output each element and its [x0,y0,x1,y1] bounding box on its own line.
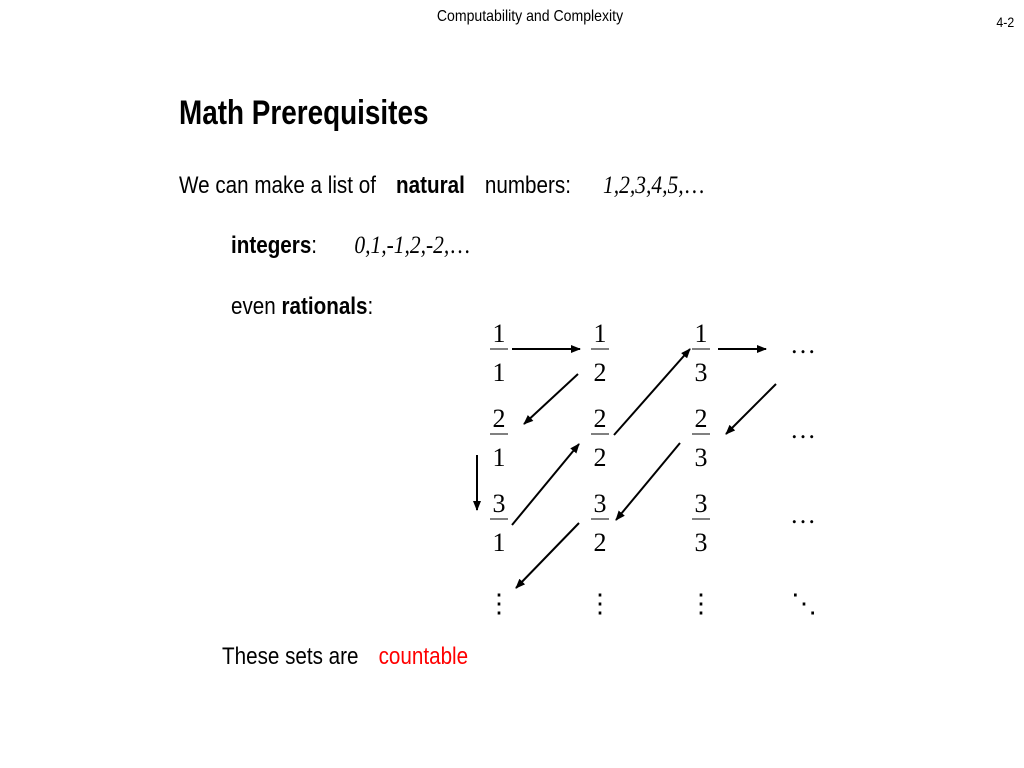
fraction-numerator: 2 [492,404,506,433]
fractions-layer [490,319,710,557]
fraction-2-3 [692,404,710,472]
fraction-numerator: 2 [593,404,607,433]
column-ellipsis: ⋮ [587,589,613,618]
fraction-denominator: 1 [492,528,506,557]
arrow-diag-down-2 [726,384,776,434]
rationals-colon: : [367,293,374,320]
fraction-numerator: 3 [492,489,506,518]
integers-ellipsis: … [449,232,471,259]
naturals-ellipsis: … [683,172,706,199]
slide-title: Math Prerequisites [179,94,429,132]
countable-highlight: countable [378,643,469,670]
header-title: Computability and Complexity [436,8,624,25]
conclusion-text: These sets are [222,643,359,670]
arrow-diag-up-1 [512,444,579,525]
arrow-diag-down-3 [616,443,680,520]
arrow-diag-up-2 [614,349,690,435]
naturals-sequence: 1,2,3,4,5, [603,172,684,199]
integers-colon: : [311,232,318,259]
fraction-1-1 [490,319,508,387]
arrow-diag-down-1 [524,374,578,424]
fraction-2-1 [490,404,508,472]
fraction-denominator: 3 [694,443,708,472]
naturals-prefix: We can make a list of [179,172,376,199]
fraction-denominator: 2 [593,443,607,472]
page-number: 4-2 [996,14,1014,30]
fraction-denominator: 1 [492,358,506,387]
naturals-suffix: numbers: [484,172,571,199]
fraction-numerator: 1 [593,319,607,348]
fraction-denominator: 3 [694,528,708,557]
integers-sequence: 0,1,-1,2,-2, [354,232,450,259]
integers-keyword: integers [231,232,312,259]
fraction-3-2 [591,489,609,557]
fraction-1-3 [692,319,710,387]
fraction-3-1 [490,489,508,557]
ellipsis-layer [486,330,817,618]
fraction-numerator: 1 [694,319,708,348]
fraction-numerator: 1 [492,319,506,348]
row-ellipsis: … [790,415,816,444]
fraction-3-3 [692,489,710,557]
arrows-layer [477,349,776,588]
fraction-numerator: 3 [593,489,607,518]
diagonal-ellipsis: ⋱ [791,589,817,618]
naturals-keyword: natural [396,172,465,199]
fraction-2-2 [591,404,609,472]
column-ellipsis: ⋮ [486,589,512,618]
fraction-numerator: 2 [694,404,708,433]
row-ellipsis: … [790,500,816,529]
rationals-prefix: even [231,293,276,320]
fraction-denominator: 2 [593,358,607,387]
column-ellipsis: ⋮ [688,589,714,618]
fraction-1-2 [591,319,609,387]
conclusion-line [222,643,468,671]
fraction-denominator: 3 [694,358,708,387]
fraction-denominator: 2 [593,528,607,557]
rationals-keyword: rationals [281,293,368,320]
fraction-denominator: 1 [492,443,506,472]
arrow-diag-down-4 [516,523,579,588]
row-ellipsis: … [790,330,816,359]
fraction-numerator: 3 [694,489,708,518]
